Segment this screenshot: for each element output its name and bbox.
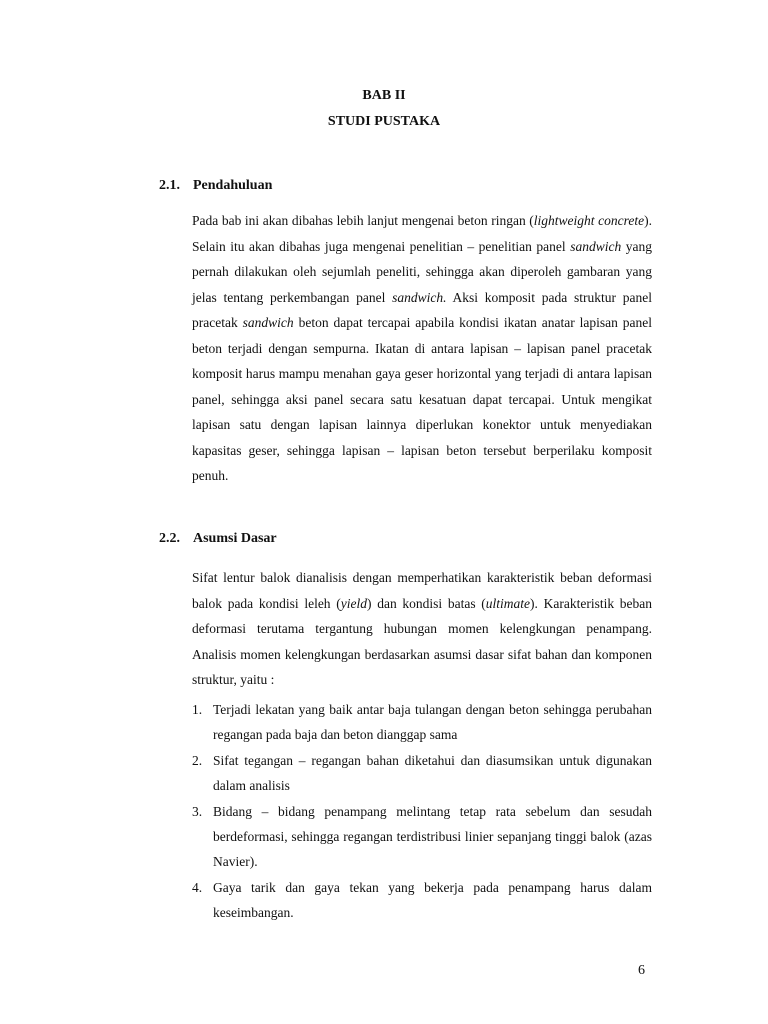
list-item-text: Gaya tarik dan gaya tekan yang bekerja pada penampang harus dalam keseimbangan. [213,880,652,920]
paragraph-run: ). Selain itu akan dibahas juga mengenai penelitian – penelitian panel [192,213,652,254]
page-number: 6 [638,963,645,978]
paragraph-run: yang pernah dilakukan oleh sejumlah peneliti, sehingga akan diperoleh gambaran yang jelas tentang perkembangan panel [192,238,652,305]
section-number: 2.1. [159,178,180,193]
section-heading-pendahuluan [159,178,272,194]
paragraph-run: Pada bab ini akan dibahas lebih lanjut mengenai beton ringan ( [192,213,534,228]
list-item-text: Sifat tegangan – regangan bahan diketahui dan diasumsikan untuk digunakan dalam analisis [213,753,652,793]
chapter-title: STUDI PUSTAKA [327,114,441,129]
section-number: 2.2. [159,531,180,546]
section-title: Asumsi Dasar [193,531,277,546]
list-item [192,748,652,798]
paragraph-run: beton dapat tercapai apabila kondisi ikatan anatar lapisan panel beton terjadi dengan sempurna. Ikatan di antara lapisan – lapisan panel pracetak komposit harus mampu menahan gaya geser horizontal yang terjadi di antara lapisan panel, sehingga aksi panel secara satu kesatuan dapat tercapai. Untuk mengikat lapisan satu dengan lapisan lainnya diperlukan konektor untuk menyediakan kapasitas geser, sehingga lapisan – lapisan beton tersebut berperilaku komposit penuh. [192,315,653,483]
list-marker: 3. [192,804,203,819]
paragraph-run: Sifat lentur balok dianalisis dengan memperhatikan karakteristik beban deformasi balok pada kondisi leleh ( [192,570,652,611]
section-paragraph-asumsi-dasar [192,565,652,693]
paragraph-run-italic: yield [340,595,368,611]
list-item [192,875,652,925]
list-item [192,697,652,747]
assumption-list [192,697,652,925]
section-title: Pendahuluan [193,178,273,193]
list-item [192,799,652,874]
paragraph-run: ). Karakteristik beban deformasi terutama tergantung hubungan momen kelengkungan penampang. Analisis momen kelengkungan berdasarkan asumsi dasar sifat bahan dan komponen struktur, yaitu : [192,595,653,687]
paragraph-run-italic: ultimate [485,595,531,611]
section-paragraph-pendahuluan [192,208,652,489]
paragraph-run-italic: lightweight concrete [533,213,645,228]
list-marker: 1. [192,702,203,717]
paragraph-run: ) dan kondisi batas ( [367,595,486,611]
paragraph-run-italic: sandwich [242,315,294,330]
list-item-text: Bidang – bidang penampang melintang tetap rata sebelum dan sesudah berdeformasi, sehingga regangan terdistribusi linier sepanjang tinggi balok (azas Navier). [213,804,652,869]
list-marker: 4. [192,880,203,895]
paragraph-run-italic: sandwich [570,238,622,254]
chapter-number: BAB II [362,88,406,103]
list-marker: 2. [192,753,203,768]
paragraph-run: Aksi komposit pada struktur panel pracetak [192,289,652,330]
list-item-text: Terjadi lekatan yang baik antar baja tulangan dengan beton sehingga perubahan regangan pada baja dan beton dianggap sama [213,702,652,742]
section-heading-asumsi-dasar [159,531,277,547]
paragraph-run-italic: sandwich. [392,289,447,305]
